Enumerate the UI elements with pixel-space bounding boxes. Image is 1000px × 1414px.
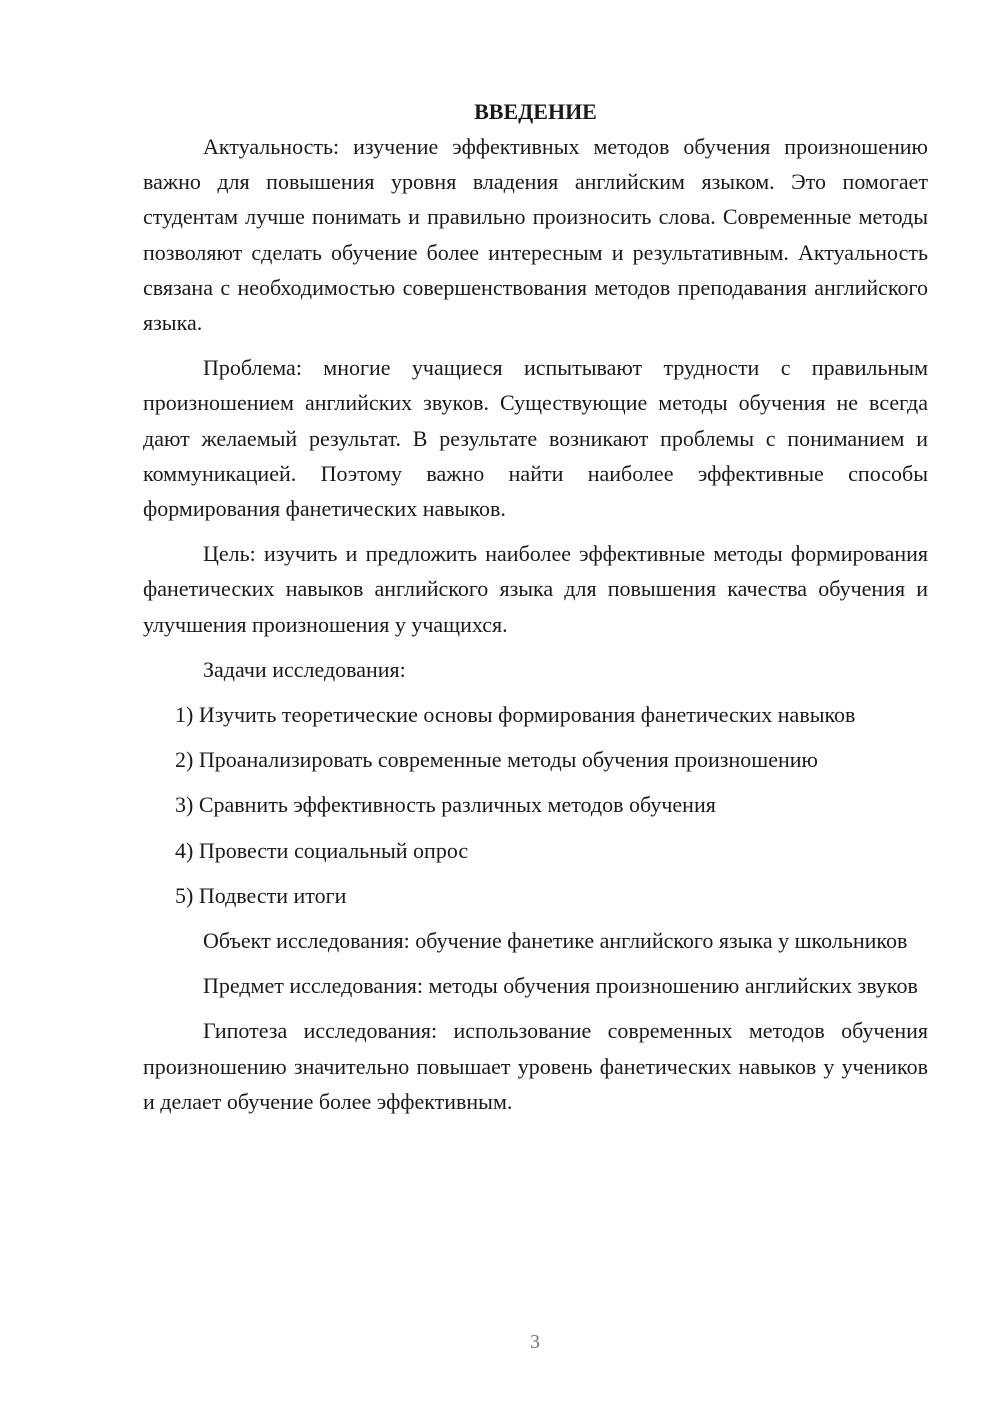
section-title: ВВЕДЕНИЕ bbox=[474, 99, 597, 124]
page-number: 3 bbox=[530, 1331, 540, 1353]
paragraph-object: Объект исследования: обучение фанетике английского языка у школьников bbox=[203, 928, 908, 954]
paragraph-relevance: Актуальность: изучение эффективных методов обучения произношению важно для повышения уровня владения английским языком. Это помогает студентам лучше понимать и правильно произносить слова. Современные методы позволяют сделать обучение более интересным и результативным. Актуальность связана с необходимостью совершенствования методов преподавания английского языка. bbox=[143, 134, 928, 336]
task-item: 4) Провести социальный опрос bbox=[175, 837, 469, 863]
task-item: 3) Сравнить эффективность различных методов обучения bbox=[175, 792, 716, 818]
tasks-heading: Задачи исследования: bbox=[203, 656, 406, 682]
paragraph-subject: Предмет исследования: методы обучения произношению английских звуков bbox=[203, 973, 918, 999]
document-page bbox=[143, 94, 928, 1119]
task-item: 2) Проанализировать современные методы обучения произношению bbox=[175, 747, 818, 773]
paragraph-problem: Проблема: многие учащиеся испытывают трудности с правильным произношением английских звуков. Существующие методы обучения не всегда дают желаемый результат. В результате возникают проблемы с пониманием и коммуникацией. Поэтому важно найти наиболее эффективные способы формирования фанетических навыков. bbox=[143, 355, 928, 522]
task-item: 1) Изучить теоретические основы формирования фанетических навыков bbox=[175, 702, 856, 728]
paragraph-hypothesis: Гипотеза исследования: использование современных методов обучения произношению значительно повышает уровень фанетических навыков у учеников и делает обучение более эффективным. bbox=[143, 1018, 928, 1114]
task-item: 5) Подвести итоги bbox=[175, 882, 347, 908]
paragraph-goal: Цель: изучить и предложить наиболее эффективные методы формирования фанетических навыков английского языка для повышения качества обучения и улучшения произношения у учащихся. bbox=[143, 541, 928, 637]
